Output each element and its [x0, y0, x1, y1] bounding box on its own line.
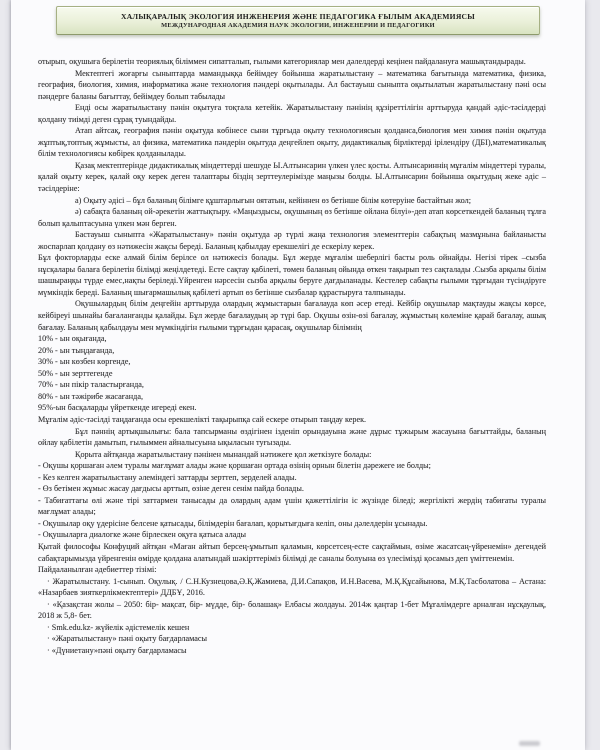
outcome-item: - Оқушыларға диалогке және бірлескен оқуға қатыса алады: [38, 530, 247, 540]
body-paragraph: Оқушылардың білім деңгейін арттыруда олардың жұмыстарын бағалауда көп әсер етеді. Кейбір оқушылар мақтауды жақсы көрсе, кейбіреуі шынайы бағаланғанды қалайды. Бұл жерде бағалаудың әр түрі бар. Оқушы өзін-өзі бағалау, жұмыстың көлеміне қарай бағалау, ашық бағалау. Баланың қабылдауы мен мүмкіндігін ғылыми тұрғыдан қарасақ, оқушылар білімнің: [38, 299, 546, 332]
body-paragraph: Бастауыш сыныпта «Жаратылыстану» пәнін оқытуда әр түрлі жаңа технология элементтерін сабақтың мазмұнына байланысты жоспарлап қолдану өз нәтижесін жақсы береді. Баланың қабылдау ерекшелігі де ескерілу керек.: [38, 230, 546, 251]
reference-item: · «Қазақстан жолы – 2050: бір- мақсат, бір- мүдде, бір- болашақ» Елбасы жолдауы. 2014ж қаңтар 1-бет Мұғалімдерге арналған нұсқаулық, 2018 ж 5,8- бет.: [38, 599, 546, 621]
knowledge-retention-list: [38, 333, 546, 414]
body-paragraph: ә) сабақта баланың ой-әрекетін жаттықтыру. «Маңыздысы, оқушының өз бетінше ойлана білуі»-деп атап көрсеткендей баланың тұлға болып қалыптасуына үлкен мән берген.: [38, 207, 546, 228]
percent-list-item: 20% - ын тыңдағанда,: [38, 345, 115, 355]
body-paragraph: Қорыта айтқанда жаратылыстану пәнінен мынандай нәтижеге қол жеткізуге болады:: [75, 449, 372, 459]
outcome-item: - Оқушы қоршаған әлем туралы мағлұмат алады және қоршаған ортада өзінің орнын білетін дәрежеге ие болды;: [38, 461, 431, 471]
reference-item: · Жаратылыстану. 1-сынып. Оқулық. / С.Н.Кузнецова,Ә.Қ.Жамиева, Д.И.Сапақов, И.Н.Васева, М.Қ.Құсайынова, М.Қ.Тасболатова – Астана: «Назарбаев зияткерлікмектептері» ДДБҰ, 2016.: [38, 576, 546, 598]
percent-list-item: 70% - ын пікір таластырғанда,: [38, 380, 144, 390]
percent-list-item: 30% - ын көзбен көргенде,: [38, 357, 131, 367]
outcome-item: - Табиғаттағы өлі және тірі заттармен танысады да олардың адам үшін қажеттілігін іс жүзінде біледі; жергілікті жердің табиғаты туралы мағлұмат алады;: [38, 495, 546, 517]
references-title: Пайдаланылған әдебиеттер тізімі:: [38, 565, 157, 575]
academy-title-kazakh: ХАЛЫҚАРАЛЫҚ ЭКОЛОГИЯ ИНЖЕНЕРИЯ ЖӘНЕ ПЕДАГОГИКА ҒЫЛЫМ АКАДЕМИЯСЫ: [120, 12, 476, 21]
closing-paragraph: Қытай философы Конфуций айтқан «Маған айтып берсең-ұмытып қаламын, көрсетсең-есте сақтаймын, өзіме жасатсаң-үйренемін» дегендей сабақтарымызда үйренгенін өмірде қолдана алатындай шәкірттеріміз білімді де саналы болуына өз үлесімізді қосамыз деп үміттенемін.: [38, 541, 546, 563]
percent-list-item: 10% - ын оқығанда,: [38, 334, 107, 344]
page-number-faint-mark: [519, 741, 540, 746]
body-paragraph: Мұғалім әдіс-тәсілді таңдағанда осы ерекшелікті тақырыпқа сай ескере отырып таңдау керек.: [38, 414, 367, 424]
document-page: [11, 0, 585, 750]
document-body: [38, 56, 546, 656]
references-list: [38, 576, 546, 657]
academy-header-banner: [56, 6, 540, 35]
percent-list-item: 50% - ын зерттегенде: [38, 368, 113, 378]
reference-item: · «Дүниетану»пәні оқыту бағдарламасы: [47, 645, 187, 655]
outcomes-list: [38, 460, 546, 541]
body-paragraph: Бұл фокторларды еске алмай білім берілсе ол нәтижесіз болады. Бұл жерде мұғалім шеберлігі басты роль ойнайды. Негізі тірек –сызба нұсқалары балаға берілетін білімді жеңілдетеді. Есте сақтау қабілеті, төмен баланың ойында өткен тақырып тез сақталады .Сызба арқылы білім шашыраңқы түрде емес,нақты беріледі.Үйренген нәрсесін сызба арқылы беруге дағдыланады. Кестелер сабақты ғылыми тұрғыдан түсіндіруге мүмкіндік береді. Баланың шығармашылық қабілеті артып өз бетінше сызбалар құрастыруға талпынады.: [38, 253, 546, 297]
outcome-item: - Оқушылар оқу үдерісіне белсене қатысады, білімдерін бағалап, қорытығдыға келіп, оны дәлелдерін ұсынады.: [38, 518, 428, 528]
outcome-item: - Өз бетімен жұмыс жасау дағдысы арттып, өзіне деген сенім пайда болады.: [38, 484, 304, 494]
reference-item: · «Жаратылыстану» пәні оқыту бағдарламасы: [47, 634, 208, 644]
percent-list-item: 80% - ын тәжірибе жасағанда,: [38, 391, 143, 401]
body-paragraph: отырып, оқушыға берілетін теориялық біліммен сипатталып, ғылыми категориялар мен дәлелдерді кеңінен пайдалануға машықтандырады.: [38, 57, 526, 66]
academy-title-russian: МЕЖДУНАРОДНАЯ АКАДЕМИЯ НАУК ЭКОЛОГИИ, ИНЖЕНЕРИИ И ПЕДАГОГИКИ: [161, 22, 435, 29]
body-paragraph: Қазақ мектептерінде дидактикалық міндеттерді шешуде Ы.Алтынсарин үлкен үлес қосты. Алтынсариннің мұғалім міндеттері туралы, қалай оқыту керек, қалай оқу керек деген талаптары біздің зерттеулерімізде маңызы болды. Ы.Алтынсарин бойынша оқытудың жеке әдіс – тәсілдеріне:: [38, 160, 546, 194]
body-paragraph: Бұл пәннің артықшылығы: бала тапсырманы өздігінен ізденіп орындауына және дұрыс тұжырым жасауына бағыттайды, баланың ойлау қабілетін дамытып, ғылыммен айналысуына ықыласын туғызады.: [38, 426, 546, 448]
body-paragraph: Енді осы жаратылыстану пәнін оқытуға тоқтала кетейік. Жаратылыстану пәнінің құзіреттілігін арттыруда қандай әдіс-тәсілдерді қолдану тиімді деген сұрақ туындайды.: [38, 103, 546, 124]
body-paragraph: Атап айтсақ, география пәнін оқытуда көбінесе сыни тұрғыда оқыту технологиясын қолданса,биология мен химия пәнін оқытуда жұптық,топтық жұмысты, ал физика, математика пәндерін оқытуда деңгейлеп оқыту, дидактикалық бірліктерді ірілендіру (ДБІ),математикалық білім технологиясы көбірек қолданылады.: [38, 126, 546, 159]
reference-item: · Smk.edu.kz- жүйелік әдістемелік кешен: [47, 622, 190, 632]
body-paragraph: а) Оқыту әдісі – бұл баланың білімге құштарлығын оятатын, кейіннен өз бетінше білім көтеруіне бастайтын жол;: [75, 195, 472, 205]
percent-list-item: 95%-ын басқаларды үйреткенде игереді екен.: [38, 403, 197, 413]
outcome-item: - Кез келген жаратылыстану әлеміндегі заттарды зерттеп, зерделей алады.: [38, 472, 297, 482]
body-paragraph: Мектептегі жоғарғы сыныптарда мамандыққа бейімдеу бойынша жаратылыстану – математика бағытында математика, физика, география, биология, химия, информатика және технология пәндері оқытылады. Ал бастауыш сыныпта оқытылатын жаратылыстану пәні осы пәндерге баланы бағыттау, бейімдеу болып табылады: [38, 68, 546, 101]
